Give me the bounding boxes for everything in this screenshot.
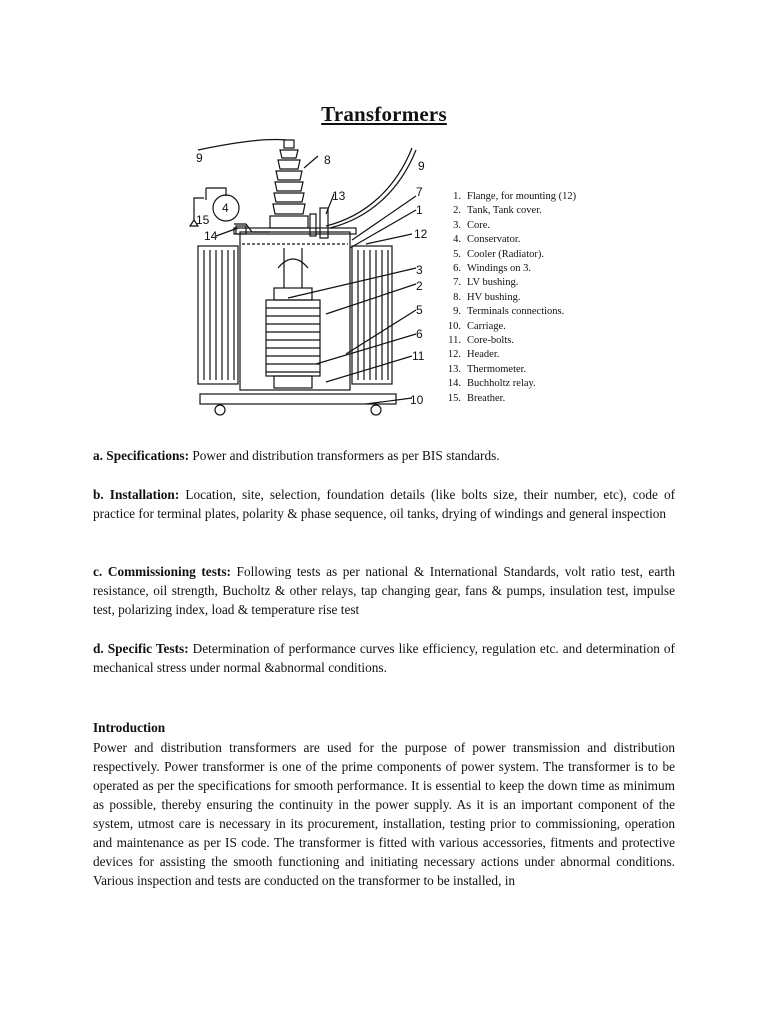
section-text: Power and distribution transformers as per BIS standards. (192, 448, 500, 463)
radiator-left-drawing (198, 246, 238, 384)
legend-item: 14. Buchholtz relay. (447, 378, 536, 390)
section-specifications (93, 446, 675, 465)
diagram-legend (440, 190, 620, 406)
legend-item: 1. Flange, for mounting (12) (453, 191, 577, 202)
legend-item: 8. HV bushing. (453, 291, 521, 303)
legend-item: 12. Header. (447, 349, 500, 361)
section-text: Location, site, selection, foundation details (like bolts size, their number, etc), code of practice for terminal plates, polarity & phase sequence, oil tanks, drying of windings and general inspection (93, 487, 676, 521)
callout-number: 1 (416, 203, 423, 217)
callout-number: 14 (204, 229, 218, 243)
callout-number: 8 (324, 153, 331, 167)
section-label: b. Installation: (93, 487, 180, 502)
callout-number: 7 (416, 185, 423, 199)
page-title: Transformers (321, 102, 447, 127)
callout-number: 6 (416, 327, 423, 341)
legend-item: 6. Windings on 3. (453, 263, 532, 275)
callout-number: 2 (416, 279, 423, 293)
legend-item: 2. Tank, Tank cover. (453, 205, 542, 217)
callout-number: 15 (196, 213, 210, 227)
legend-item: 7. LV bushing. (453, 277, 519, 289)
section-commissioning-tests (93, 562, 675, 619)
legend-item: 9. Terminals connections. (453, 306, 565, 318)
hv-bushing-drawing (270, 140, 308, 228)
introduction-body: Power and distribution transformers are used for the purpose of power transmission and distribution respectively. Power transformer is one of the prime components of power system. The transformer is to be operated as per the specifications for smooth performance. It is essential to keep the down time as minimum as possible, thereby ensuring the continuity in the power supply. As it is an important component of the system, utmost care is necessary in its procurement, installation, testing prior to commissioning, operation and maintenance as per IS code. The transformer is fitted with various accessories, fitments and protective devices for assisting the smooth functioning and initiating necessary actions under abnormal conditions. Various inspection and tests are conducted on the transformer to be installed, in (93, 740, 675, 888)
callout-number: 13 (332, 189, 346, 203)
section-label: d. Specific Tests: (93, 641, 189, 656)
terminal-wire-left (198, 139, 286, 150)
callout-number: 10 (410, 393, 424, 407)
section-text: Determination of performance curves like efficiency, regulation etc. and determination of mechanical stress under normal &abnormal conditions. (93, 641, 675, 675)
transformer-drawing (176, 128, 456, 428)
section-label: c. Commissioning tests: (93, 564, 231, 579)
legend-item: 3. Core. (453, 219, 491, 231)
thermometer-drawing (310, 214, 316, 236)
legend-item: 13. Thermometer. (447, 363, 527, 375)
legend-item: 5. Cooler (Radiator). (453, 248, 544, 260)
legend-item: 11. Core-bolts. (448, 335, 514, 347)
legend-item: 10. Carriage. (447, 320, 506, 332)
legend-item: 4. Conservator. (453, 234, 521, 246)
carriage-drawing (200, 394, 396, 404)
callout-number: 12 (414, 227, 428, 241)
section-specific-tests (93, 639, 675, 677)
section-text: Following tests as per national & International Standards, volt ratio test, earth resistance, oil strength, Bucholtz & other relays, tap changing gear, fans & pumps, insulation test, impulse test, polarizing index, load & temperature rise test (93, 564, 675, 617)
callout-number: 4 (222, 201, 229, 215)
legend-item: 15. Breather. (447, 392, 506, 404)
callout-number: 9 (196, 151, 203, 165)
callout-number: 11 (412, 349, 425, 363)
callout-number: 9 (418, 159, 425, 173)
callout-number: 3 (416, 263, 423, 277)
section-installation (93, 485, 675, 523)
callout-number: 5 (416, 303, 423, 317)
section-label: a. Specifications: (93, 448, 190, 463)
terminal-wire-right (326, 148, 412, 226)
introduction-heading: Introduction (93, 720, 166, 735)
